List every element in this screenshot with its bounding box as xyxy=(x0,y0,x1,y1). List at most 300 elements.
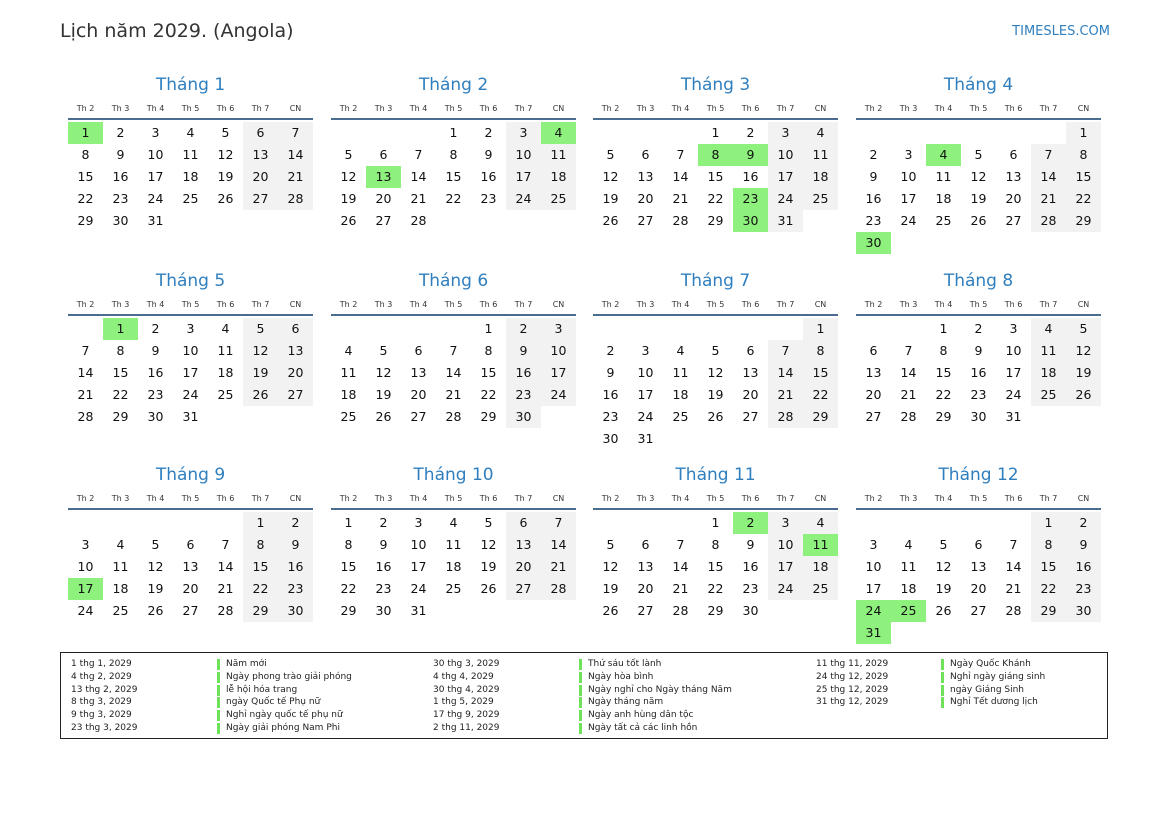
weekday-label: Th 4 xyxy=(146,300,165,309)
day-cell: 5 xyxy=(606,147,615,162)
day-cell: 27 xyxy=(637,213,654,228)
day-cell: 26 xyxy=(935,603,952,618)
day-cell: 13 xyxy=(970,559,987,574)
weekday-label: Th 7 xyxy=(251,300,270,309)
day-cell: 22 xyxy=(1066,188,1101,210)
day-cell: 14 xyxy=(217,559,234,574)
weekday-header xyxy=(331,298,576,316)
weekday-label: CN xyxy=(1077,494,1090,503)
day-cell: 11 xyxy=(340,365,357,380)
day-cell: 7 xyxy=(81,343,90,358)
day-cell: 15 xyxy=(707,559,724,574)
day-cell: 2 xyxy=(1066,512,1101,534)
day-cell: 22 xyxy=(935,387,952,402)
day-cell: 10 xyxy=(637,365,654,380)
empty-cell xyxy=(593,122,628,144)
day-cell: 16 xyxy=(1066,556,1101,578)
weekday-label: Th 6 xyxy=(216,494,235,503)
day-cell: 5 xyxy=(606,537,615,552)
day-cell: 1 xyxy=(711,125,720,140)
day-cell: 4 xyxy=(449,515,458,530)
month-3 xyxy=(593,74,838,232)
day-cell: 31 xyxy=(410,603,427,618)
day-cell: 31 xyxy=(182,409,199,424)
month-4 xyxy=(856,74,1101,254)
legend-item xyxy=(816,696,1156,709)
holiday-cell: 24 xyxy=(856,600,891,622)
weekday-label: Th 6 xyxy=(741,494,760,503)
legend-date: 23 thg 3, 2029 xyxy=(71,723,138,733)
legend-item xyxy=(433,658,773,671)
day-cell: 17 xyxy=(541,362,576,384)
day-cell: 16 xyxy=(480,169,497,184)
day-cell: 21 xyxy=(672,191,689,206)
legend-date: 24 thg 12, 2029 xyxy=(816,671,889,682)
empty-cell xyxy=(663,512,698,534)
empty-cell xyxy=(768,318,803,340)
day-grid xyxy=(68,122,313,232)
day-cell: 21 xyxy=(445,387,462,402)
day-cell: 3 xyxy=(1009,321,1018,336)
day-cell: 20 xyxy=(375,191,392,206)
weekday-label: Th 5 xyxy=(181,104,200,113)
day-cell: 6 xyxy=(641,537,650,552)
empty-cell xyxy=(891,122,926,144)
holiday-cell: 25 xyxy=(891,600,926,622)
legend-holiday-name: ngày Quốc tế Phụ nữ xyxy=(217,697,320,708)
month-8 xyxy=(856,270,1101,428)
day-cell: 29 xyxy=(935,409,952,424)
day-cell: 30 xyxy=(506,406,541,428)
weekday-label: CN xyxy=(814,104,827,113)
day-cell: 19 xyxy=(707,387,724,402)
day-cell: 14 xyxy=(1005,559,1022,574)
weekday-label: Th 4 xyxy=(409,494,428,503)
day-cell: 17 xyxy=(865,581,882,596)
day-cell: 10 xyxy=(182,343,199,358)
weekday-label: Th 4 xyxy=(671,300,690,309)
legend-holiday-name: lễ hội hóa trang xyxy=(217,685,297,696)
day-cell: 18 xyxy=(1031,362,1066,384)
day-cell: 26 xyxy=(147,603,164,618)
empty-cell xyxy=(961,512,996,534)
day-cell: 29 xyxy=(340,603,357,618)
month-12 xyxy=(856,464,1101,644)
weekday-header xyxy=(331,102,576,120)
day-cell: 19 xyxy=(1066,362,1101,384)
day-cell: 21 xyxy=(278,166,313,188)
day-cell: 18 xyxy=(900,581,917,596)
day-cell: 27 xyxy=(182,603,199,618)
day-cell: 14 xyxy=(900,365,917,380)
day-cell: 13 xyxy=(742,365,759,380)
day-cell: 14 xyxy=(672,169,689,184)
day-cell: 30 xyxy=(602,431,619,446)
empty-cell xyxy=(961,122,996,144)
weekday-label: Th 6 xyxy=(216,300,235,309)
weekday-label: Th 7 xyxy=(1039,494,1058,503)
legend-date: 8 thg 3, 2029 xyxy=(71,697,132,708)
day-cell: 5 xyxy=(379,343,388,358)
day-cell: 8 xyxy=(344,537,353,552)
day-cell: 10 xyxy=(541,340,576,362)
empty-cell xyxy=(856,122,891,144)
day-cell: 2 xyxy=(746,125,755,140)
day-cell: 20 xyxy=(970,581,987,596)
day-cell: 8 xyxy=(1031,534,1066,556)
day-cell: 26 xyxy=(602,603,619,618)
legend-holiday-name: Ngày giải phóng Nam Phi xyxy=(217,723,340,734)
day-cell: 27 xyxy=(865,409,882,424)
day-cell: 10 xyxy=(900,169,917,184)
day-cell: 10 xyxy=(1005,343,1022,358)
weekday-label: Th 3 xyxy=(899,104,918,113)
day-cell: 18 xyxy=(935,191,952,206)
day-cell: 19 xyxy=(970,191,987,206)
day-cell: 7 xyxy=(278,122,313,144)
day-cell: 5 xyxy=(344,147,353,162)
empty-cell xyxy=(996,122,1031,144)
day-cell: 15 xyxy=(480,365,497,380)
day-cell: 7 xyxy=(1009,537,1018,552)
day-cell: 23 xyxy=(1066,578,1101,600)
day-cell: 20 xyxy=(865,387,882,402)
weekday-label: Th 3 xyxy=(111,494,130,503)
weekday-header xyxy=(856,298,1101,316)
day-cell: 16 xyxy=(278,556,313,578)
weekday-label: CN xyxy=(552,494,565,503)
day-cell: 19 xyxy=(935,581,952,596)
day-cell: 4 xyxy=(904,537,913,552)
day-cell: 20 xyxy=(506,556,541,578)
day-cell: 20 xyxy=(742,387,759,402)
empty-cell xyxy=(401,122,436,144)
legend-item xyxy=(71,684,411,697)
day-cell: 11 xyxy=(672,365,689,380)
empty-cell xyxy=(996,512,1031,534)
empty-cell xyxy=(436,318,471,340)
empty-cell xyxy=(856,318,891,340)
day-cell: 15 xyxy=(112,365,129,380)
legend-date: 1 thg 5, 2029 xyxy=(433,697,494,708)
day-cell: 11 xyxy=(541,144,576,166)
day-cell: 3 xyxy=(869,537,878,552)
day-cell: 12 xyxy=(375,365,392,380)
day-cell: 1 xyxy=(344,515,353,530)
weekday-label: Th 2 xyxy=(76,104,95,113)
day-grid xyxy=(856,122,1101,254)
day-cell: 1 xyxy=(484,321,493,336)
weekday-header xyxy=(68,102,313,120)
day-cell: 24 xyxy=(506,188,541,210)
weekday-label: CN xyxy=(1077,300,1090,309)
weekday-label: Th 5 xyxy=(706,494,725,503)
legend-item xyxy=(71,722,411,735)
day-cell: 3 xyxy=(186,321,195,336)
site-link[interactable]: TIMESLES.COM xyxy=(1012,24,1110,39)
holiday-cell: 31 xyxy=(856,622,891,644)
holiday-cell: 1 xyxy=(68,122,103,144)
day-cell: 26 xyxy=(375,409,392,424)
day-cell: 4 xyxy=(1031,318,1066,340)
day-cell: 21 xyxy=(541,556,576,578)
day-cell: 3 xyxy=(151,125,160,140)
day-cell: 19 xyxy=(480,559,497,574)
day-cell: 4 xyxy=(221,321,230,336)
day-cell: 23 xyxy=(112,191,129,206)
legend-date: 13 thg 2, 2029 xyxy=(71,684,138,695)
day-cell: 22 xyxy=(1031,578,1066,600)
day-cell: 3 xyxy=(768,122,803,144)
day-cell: 3 xyxy=(81,537,90,552)
day-cell: 13 xyxy=(506,534,541,556)
day-cell: 17 xyxy=(1005,365,1022,380)
empty-cell xyxy=(698,318,733,340)
day-grid xyxy=(856,318,1101,428)
empty-cell xyxy=(628,512,663,534)
day-cell: 7 xyxy=(768,340,803,362)
day-cell: 12 xyxy=(147,559,164,574)
day-cell: 12 xyxy=(970,169,987,184)
empty-cell xyxy=(891,318,926,340)
day-cell: 13 xyxy=(243,144,278,166)
day-cell: 30 xyxy=(112,213,129,228)
day-cell: 22 xyxy=(480,387,497,402)
holiday-cell: 9 xyxy=(733,144,768,166)
day-cell: 20 xyxy=(410,387,427,402)
day-cell: 25 xyxy=(112,603,129,618)
day-cell: 11 xyxy=(217,343,234,358)
day-cell: 17 xyxy=(768,166,803,188)
weekday-label: CN xyxy=(552,300,565,309)
day-cell: 1 xyxy=(939,321,948,336)
day-cell: 21 xyxy=(77,387,94,402)
weekday-label: Th 2 xyxy=(864,104,883,113)
empty-cell xyxy=(366,122,401,144)
day-cell: 9 xyxy=(116,147,125,162)
day-cell: 30 xyxy=(1066,600,1101,622)
legend-holiday-name: Ngày tất cả các linh hồn xyxy=(579,723,697,734)
weekday-label: Th 6 xyxy=(741,104,760,113)
day-cell: 10 xyxy=(147,147,164,162)
day-cell: 7 xyxy=(221,537,230,552)
day-cell: 25 xyxy=(182,191,199,206)
legend-holiday-name: Ngày anh hùng dân tộc xyxy=(579,710,693,721)
legend-item xyxy=(816,658,1156,671)
day-cell: 12 xyxy=(935,559,952,574)
legend-holiday-name: Ngày tháng năm xyxy=(579,697,663,708)
weekday-label: Th 3 xyxy=(111,104,130,113)
day-cell: 24 xyxy=(900,213,917,228)
day-cell: 13 xyxy=(865,365,882,380)
day-cell: 15 xyxy=(1066,166,1101,188)
day-cell: 28 xyxy=(672,603,689,618)
empty-cell xyxy=(593,512,628,534)
day-cell: 12 xyxy=(602,169,619,184)
month-9 xyxy=(68,464,313,622)
weekday-label: Th 4 xyxy=(934,300,953,309)
weekday-label: Th 5 xyxy=(969,104,988,113)
day-cell: 13 xyxy=(637,169,654,184)
day-cell: 9 xyxy=(746,537,755,552)
day-cell: 8 xyxy=(81,147,90,162)
day-cell: 20 xyxy=(637,581,654,596)
holiday-cell: 2 xyxy=(733,512,768,534)
weekday-header xyxy=(68,298,313,316)
month-title: Tháng 6 xyxy=(418,271,489,291)
day-cell: 26 xyxy=(970,213,987,228)
weekday-label: Th 7 xyxy=(514,104,533,113)
day-cell: 15 xyxy=(1031,556,1066,578)
weekday-header xyxy=(68,492,313,510)
legend-item xyxy=(816,671,1156,684)
day-cell: 16 xyxy=(865,191,882,206)
day-cell: 7 xyxy=(676,537,685,552)
day-cell: 9 xyxy=(869,169,878,184)
weekday-label: Th 2 xyxy=(339,300,358,309)
weekday-label: Th 3 xyxy=(111,300,130,309)
day-cell: 29 xyxy=(112,409,129,424)
weekday-label: Th 5 xyxy=(444,494,463,503)
empty-cell xyxy=(663,318,698,340)
day-cell: 28 xyxy=(900,409,917,424)
day-cell: 31 xyxy=(637,431,654,446)
day-cell: 1 xyxy=(803,318,838,340)
day-cell: 10 xyxy=(77,559,94,574)
day-cell: 10 xyxy=(506,144,541,166)
weekday-label: Th 3 xyxy=(636,104,655,113)
day-cell: 23 xyxy=(506,384,541,406)
legend-holiday-name: Ngày Quốc Khánh xyxy=(941,659,1031,670)
weekday-label: Th 6 xyxy=(479,104,498,113)
empty-cell xyxy=(628,318,663,340)
weekday-label: Th 5 xyxy=(706,104,725,113)
day-cell: 2 xyxy=(506,318,541,340)
weekday-header xyxy=(856,492,1101,510)
empty-cell xyxy=(138,512,173,534)
day-cell: 22 xyxy=(707,191,724,206)
day-cell: 14 xyxy=(1031,166,1066,188)
day-cell: 16 xyxy=(112,169,129,184)
day-cell: 24 xyxy=(147,191,164,206)
day-cell: 16 xyxy=(602,387,619,402)
weekday-label: Th 5 xyxy=(444,300,463,309)
day-cell: 3 xyxy=(506,122,541,144)
day-cell: 31 xyxy=(1005,409,1022,424)
day-cell: 6 xyxy=(641,147,650,162)
weekday-label: Th 4 xyxy=(146,494,165,503)
day-cell: 9 xyxy=(278,534,313,556)
legend-item xyxy=(433,722,773,735)
day-cell: 4 xyxy=(803,512,838,534)
day-cell: 16 xyxy=(742,559,759,574)
day-cell: 23 xyxy=(375,581,392,596)
day-cell: 21 xyxy=(672,581,689,596)
day-cell: 17 xyxy=(410,559,427,574)
day-cell: 17 xyxy=(637,387,654,402)
day-cell: 8 xyxy=(711,537,720,552)
month-title: Tháng 8 xyxy=(943,271,1014,291)
day-cell: 16 xyxy=(147,365,164,380)
month-10 xyxy=(331,464,576,622)
weekday-label: CN xyxy=(552,104,565,113)
day-cell: 18 xyxy=(672,387,689,402)
day-cell: 9 xyxy=(974,343,983,358)
day-cell: 2 xyxy=(484,125,493,140)
day-cell: 27 xyxy=(278,384,313,406)
day-cell: 27 xyxy=(506,578,541,600)
empty-cell xyxy=(663,122,698,144)
legend-holiday-name: Nghỉ ngày giáng sinh xyxy=(941,672,1045,683)
day-cell: 18 xyxy=(541,166,576,188)
day-cell: 16 xyxy=(506,362,541,384)
weekday-label: Th 7 xyxy=(776,300,795,309)
day-cell: 8 xyxy=(1066,144,1101,166)
day-cell: 26 xyxy=(602,213,619,228)
weekday-label: CN xyxy=(814,300,827,309)
day-cell: 5 xyxy=(221,125,230,140)
day-cell: 27 xyxy=(243,188,278,210)
day-cell: 5 xyxy=(243,318,278,340)
legend-date: 25 thg 12, 2029 xyxy=(816,684,889,695)
empty-cell xyxy=(926,512,961,534)
weekday-label: Th 4 xyxy=(671,494,690,503)
day-cell: 30 xyxy=(375,603,392,618)
day-cell: 3 xyxy=(414,515,423,530)
day-cell: 2 xyxy=(974,321,983,336)
day-cell: 2 xyxy=(606,343,615,358)
legend-date: 11 thg 11, 2029 xyxy=(816,659,889,669)
legend-date: 4 thg 2, 2029 xyxy=(71,671,132,682)
day-cell: 8 xyxy=(939,343,948,358)
day-cell: 22 xyxy=(243,578,278,600)
day-cell: 25 xyxy=(445,581,462,596)
day-cell: 28 xyxy=(768,406,803,428)
weekday-header xyxy=(593,102,838,120)
day-cell: 26 xyxy=(1066,384,1101,406)
day-cell: 19 xyxy=(602,581,619,596)
legend-item xyxy=(433,709,773,722)
weekday-label: Th 2 xyxy=(76,300,95,309)
day-cell: 16 xyxy=(742,169,759,184)
day-cell: 18 xyxy=(217,365,234,380)
holiday-cell: 23 xyxy=(733,188,768,210)
day-cell: 29 xyxy=(480,409,497,424)
legend-date: 17 thg 9, 2029 xyxy=(433,710,500,721)
day-cell: 19 xyxy=(217,169,234,184)
day-cell: 29 xyxy=(707,603,724,618)
empty-cell xyxy=(208,512,243,534)
month-title: Tháng 11 xyxy=(675,465,756,485)
weekday-label: Th 3 xyxy=(374,104,393,113)
day-cell: 24 xyxy=(768,188,803,210)
weekday-label: Th 4 xyxy=(671,104,690,113)
legend-item xyxy=(71,658,411,671)
day-cell: 22 xyxy=(445,191,462,206)
legend-item xyxy=(433,671,773,684)
day-cell: 14 xyxy=(768,362,803,384)
day-cell: 12 xyxy=(707,365,724,380)
empty-cell xyxy=(856,512,891,534)
day-cell: 26 xyxy=(707,409,724,424)
day-cell: 16 xyxy=(970,365,987,380)
day-cell: 13 xyxy=(1005,169,1022,184)
day-cell: 13 xyxy=(278,340,313,362)
day-cell: 13 xyxy=(182,559,199,574)
day-cell: 6 xyxy=(186,537,195,552)
day-cell: 7 xyxy=(449,343,458,358)
day-cell: 7 xyxy=(676,147,685,162)
